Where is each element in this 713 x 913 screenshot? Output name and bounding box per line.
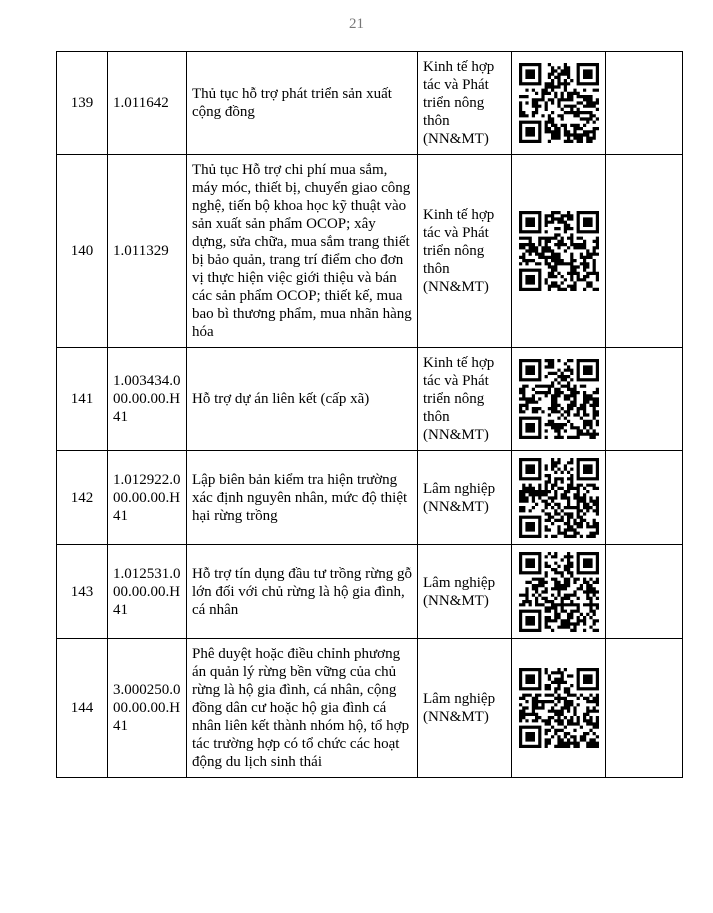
procedure-code: 1.011329: [108, 155, 187, 348]
table-row: [57, 348, 683, 451]
row-number: 140: [57, 155, 108, 348]
procedure-name: Thủ tục Hỗ trợ chi phí mua sắm, máy móc, thiết bị, chuyển giao công nghệ, tiến bộ khoa học kỹ thuật vào sản xuất sản phẩm OCOP; xây dựng, sửa chữa, mua sắm trang thiết bị bảo quản, trang trí điểm cho đơn vị thực hiện việc giới thiệu và bán các sản phẩm OCOP; thiết kế, mua bao bì thương phẩm, mua nhãn hàng hóa: [187, 155, 418, 348]
procedure-code: 3.000250.000.00.00.H41: [108, 639, 187, 778]
note-cell: [606, 52, 683, 155]
qr-cell: [512, 545, 606, 639]
procedure-field: Lâm nghiệp (NN&MT): [418, 451, 512, 545]
procedure-field: Lâm nghiệp (NN&MT): [418, 545, 512, 639]
procedure-name: Thủ tục hỗ trợ phát triển sản xuất cộng đồng: [187, 52, 418, 155]
procedure-code: 1.012531.000.00.00.H41: [108, 545, 187, 639]
procedure-code: 1.003434.000.00.00.H41: [108, 348, 187, 451]
table-row: [57, 52, 683, 155]
procedure-code: 1.012922.000.00.00.H41: [108, 451, 187, 545]
qr-code-icon: [519, 552, 599, 632]
table-row: [57, 639, 683, 778]
table-row: [57, 545, 683, 639]
note-cell: [606, 545, 683, 639]
procedure-field: Kinh tế hợp tác và Phát triển nông thôn (NN&MT): [418, 155, 512, 348]
procedure-name: Hỗ trợ tín dụng đầu tư trồng rừng gỗ lớn đối với chủ rừng là hộ gia đình, cá nhân: [187, 545, 418, 639]
procedure-field: Kinh tế hợp tác và Phát triển nông thôn (NN&MT): [418, 348, 512, 451]
qr-code-icon: [519, 211, 599, 291]
qr-cell: [512, 348, 606, 451]
qr-code-icon: [519, 458, 599, 538]
procedure-name: Hỗ trợ dự án liên kết (cấp xã): [187, 348, 418, 451]
qr-code-icon: [519, 668, 599, 748]
qr-code-icon: [519, 63, 599, 143]
row-number: 144: [57, 639, 108, 778]
note-cell: [606, 155, 683, 348]
page-number: 21: [349, 16, 364, 32]
qr-code-icon: [519, 359, 599, 439]
qr-cell: [512, 451, 606, 545]
row-number: 142: [57, 451, 108, 545]
procedure-code: 1.011642: [108, 52, 187, 155]
table-row: [57, 451, 683, 545]
note-cell: [606, 639, 683, 778]
procedure-name: Lập biên bản kiểm tra hiện trường xác định nguyên nhân, mức độ thiệt hại rừng trồng: [187, 451, 418, 545]
row-number: 143: [57, 545, 108, 639]
row-number: 139: [57, 52, 108, 155]
row-number: 141: [57, 348, 108, 451]
note-cell: [606, 348, 683, 451]
procedure-table: [56, 51, 683, 778]
note-cell: [606, 451, 683, 545]
table-row: [57, 155, 683, 348]
qr-cell: [512, 155, 606, 348]
procedure-field: Lâm nghiệp (NN&MT): [418, 639, 512, 778]
procedure-name: Phê duyệt hoặc điều chỉnh phương án quản lý rừng bền vững của chủ rừng là hộ gia đình, cá nhân, cộng đồng dân cư hoặc hộ gia đình cá nhân liên kết thành nhóm hộ, tổ hợp tác trường hợp có tổ chức các hoạt động du lịch sinh thái: [187, 639, 418, 778]
qr-cell: [512, 52, 606, 155]
qr-cell: [512, 639, 606, 778]
procedure-field: Kinh tế hợp tác và Phát triển nông thôn (NN&MT): [418, 52, 512, 155]
